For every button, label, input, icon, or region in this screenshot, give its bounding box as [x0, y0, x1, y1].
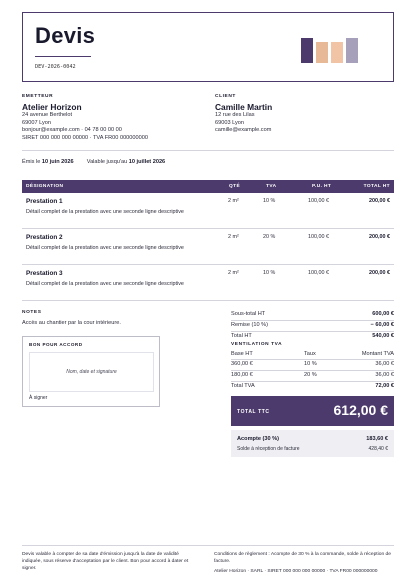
discount-label: Remise (10 %): [231, 322, 268, 328]
client-line: 69003 Lyon: [215, 119, 245, 126]
item-qty: 2 m²: [228, 270, 239, 276]
footer-right: [214, 551, 392, 575]
client-block: [215, 94, 395, 135]
footer-company: Atelier Horizon · SARL · SIRET 000 000 000 00000 · TVA FR00 000000000: [214, 569, 378, 574]
logo-bar: [331, 42, 343, 63]
total-ttc-label: TOTAL TTC: [237, 409, 270, 415]
approval-box: [22, 336, 160, 407]
deposit-label: Acompte (30 %): [237, 436, 279, 442]
issued-date: 10 juin 2026: [41, 159, 74, 165]
total-tva-value: 72,00 €: [375, 383, 394, 389]
item-tva: 10 %: [263, 270, 276, 276]
valid-date: 10 juillet 2026: [128, 159, 166, 165]
client-label: CLIENT: [215, 94, 236, 99]
sign-note: À signer: [29, 395, 48, 401]
item-total: 200,00 €: [369, 198, 390, 204]
issuer-block: [22, 94, 202, 142]
vat-row: [231, 361, 394, 367]
issuer-line: 24 avenue Berthelot: [22, 112, 73, 118]
vat-col-amount: Montant TVA: [361, 351, 394, 357]
notes-label: NOTES: [22, 310, 42, 315]
footer-validity: Devis valable à compter de sa date d'émission jusqu'à la date de validité indiquée, sous réserve d'acceptation par le client. Bon pour accord à dater et signer.: [22, 552, 189, 571]
col-total: TOTAL HT: [363, 184, 390, 189]
item-tva: 10 %: [263, 198, 276, 204]
client-name: Camille Martin: [215, 102, 273, 112]
item-unit-price: 100,00 €: [308, 270, 329, 276]
issuer-siret: SIRET 000 000 000 00000 · TVA FR00 000000000: [22, 134, 148, 141]
item-description: Détail complet de la prestation avec une seconde ligne descriptive: [26, 245, 184, 251]
divider: [231, 331, 394, 332]
quote-reference: DEV-2026-0042: [35, 64, 76, 70]
subtotal-label: Sous-total HT: [231, 311, 266, 317]
table-row: [22, 193, 394, 229]
total-tva-row: [231, 383, 394, 389]
divider: [22, 150, 394, 151]
divider: [231, 320, 394, 321]
item-qty: 2 m²: [228, 234, 239, 240]
notes-text: Accès au chantier par la cour intérieure.: [22, 320, 121, 326]
vat-amount: 36,00 €: [375, 372, 394, 378]
footer-divider: [22, 545, 394, 546]
balance-value: 428,40 €: [368, 446, 388, 452]
issuer-email-phone: bonjour@example.com · 04 78 00 00 00: [22, 127, 122, 134]
vat-breakdown-label: VENTILATION TVA: [231, 342, 283, 347]
client-line: 12 rue des Lilas: [215, 112, 255, 118]
client-email: camille@example.com: [215, 127, 272, 134]
header-box: [22, 12, 394, 82]
dates-line: [22, 159, 165, 165]
item-total: 200,00 €: [369, 234, 390, 240]
total-tva-label: Total TVA: [231, 383, 255, 389]
signature-field[interactable]: [29, 352, 154, 392]
col-qty: QTÉ: [229, 184, 241, 189]
issued-label: Émis le: [22, 159, 41, 165]
valid-label: Valable jusqu'au: [86, 159, 128, 165]
logo-bar: [301, 38, 313, 64]
item-description: Détail complet de la prestation avec une seconde ligne descriptive: [26, 209, 184, 215]
signature-placeholder: Nom, date et signature: [66, 369, 117, 375]
item-name: Prestation 3: [26, 270, 63, 277]
divider: [231, 370, 394, 371]
table-row: [22, 265, 394, 301]
divider: [231, 381, 394, 382]
col-designation: DÉSIGNATION: [26, 184, 64, 189]
item-unit-price: 100,00 €: [308, 198, 329, 204]
vat-row: [231, 372, 394, 378]
logo-bar: [316, 42, 328, 63]
vat-header-row: [231, 351, 394, 357]
item-unit-price: 100,00 €: [308, 234, 329, 240]
col-tva: TVA: [266, 184, 277, 189]
vat-amount: 36,00 €: [375, 361, 394, 367]
issuer-line: 69007 Lyon: [22, 119, 52, 126]
title-rule: [35, 56, 91, 57]
item-tva: 20 %: [263, 234, 276, 240]
issuer-label: EMETTEUR: [22, 94, 54, 99]
vat-col-rate: Taux: [304, 351, 316, 357]
subtotal-row: [231, 311, 394, 317]
item-total: 200,00 €: [369, 270, 390, 276]
vat-rate: 20 %: [304, 372, 317, 378]
issuer-name: Atelier Horizon: [22, 102, 82, 112]
total-ttc-value: 612,00 €: [333, 402, 388, 418]
document-title: Devis: [35, 23, 96, 48]
approval-label: BON POUR ACCORD: [29, 342, 83, 347]
subtotal-value: 600,00 €: [372, 311, 394, 317]
col-unit-price: P.U. HT: [312, 184, 332, 189]
vat-base: 360,00 €: [231, 361, 253, 367]
divider: [231, 359, 394, 360]
company-logo: [301, 33, 373, 63]
total-ht-row: [231, 333, 394, 339]
discount-row: [231, 322, 394, 328]
vat-base: 180,00 €: [231, 372, 253, 378]
item-name: Prestation 1: [26, 198, 63, 205]
total-ttc-box: [231, 396, 394, 426]
table-row: [22, 229, 394, 265]
table-header: [22, 180, 394, 193]
logo-bar: [346, 38, 358, 64]
vat-col-base: Base HT: [231, 351, 253, 357]
footer-payment-terms: Conditions de règlement : Acompte de 30 % à la commande, solde à réception de facture.: [214, 552, 391, 564]
total-ht-value: 540,00 €: [372, 333, 394, 339]
deposit-value: 183,60 €: [366, 436, 388, 442]
item-qty: 2 m²: [228, 198, 239, 204]
item-name: Prestation 2: [26, 234, 63, 241]
deposit-box: [231, 430, 394, 457]
item-description: Détail complet de la prestation avec une seconde ligne descriptive: [26, 281, 184, 287]
vat-rate: 10 %: [304, 361, 317, 367]
discount-value: − 60,00 €: [370, 322, 394, 328]
balance-label: Solde à réception de facture: [237, 446, 300, 452]
total-ht-label: Total HT: [231, 333, 252, 339]
